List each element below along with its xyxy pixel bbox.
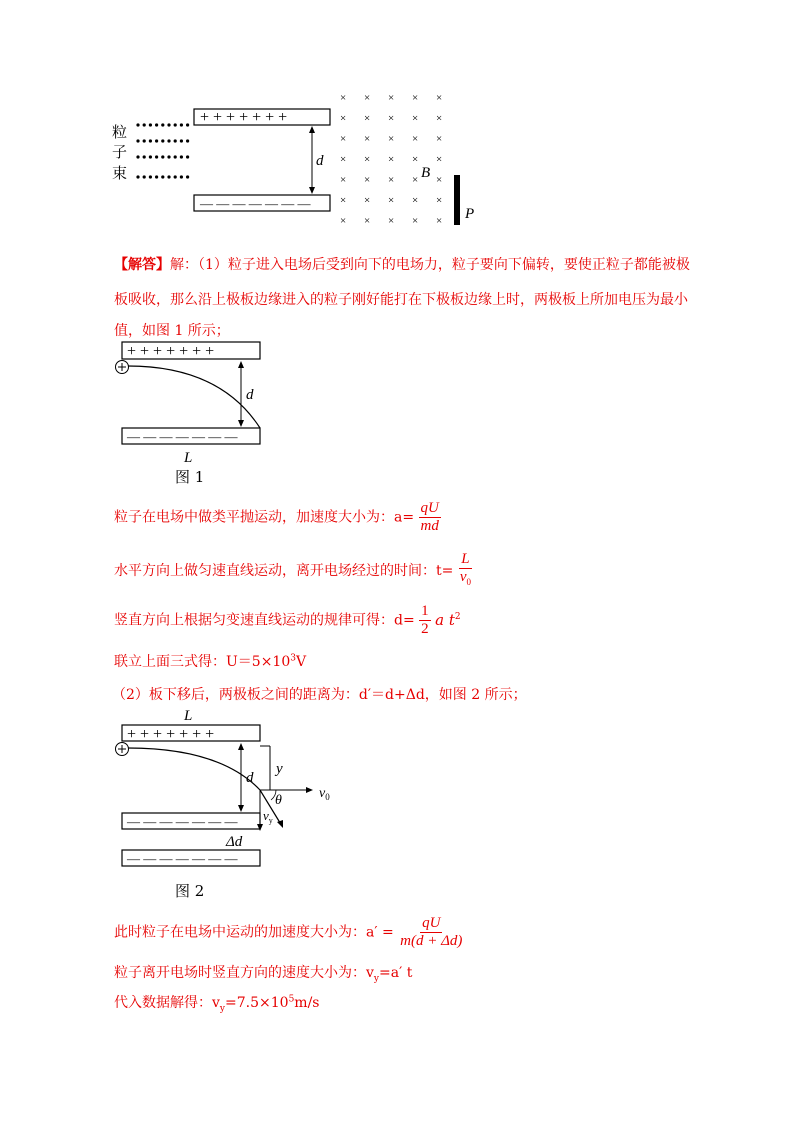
field-cross: × bbox=[412, 215, 419, 227]
beam-dot bbox=[167, 155, 170, 158]
beam-dot bbox=[167, 123, 170, 126]
field-cross: × bbox=[436, 174, 443, 186]
beam-label-3: 束 bbox=[112, 166, 128, 182]
beam-dot bbox=[155, 139, 158, 142]
answer-line-3: 值，如图 1 所示； bbox=[114, 323, 230, 339]
eq4-line bbox=[114, 651, 306, 671]
field-cross: × bbox=[340, 194, 347, 207]
field-cross: × bbox=[364, 133, 371, 145]
field-cross: × bbox=[340, 133, 347, 145]
eq5-fraction bbox=[398, 915, 464, 950]
eq4-unit: V bbox=[296, 654, 307, 670]
beam-dot bbox=[155, 175, 158, 178]
fig2-y-label: y bbox=[276, 761, 283, 777]
eq6-text: 粒子离开电场时竖直方向的速度大小为：v bbox=[114, 965, 374, 981]
beam-label-1: 粒 bbox=[112, 125, 128, 141]
eq5-line bbox=[114, 915, 464, 950]
answer-tag: 【解答】 bbox=[114, 257, 170, 273]
field-cross: × bbox=[364, 112, 371, 125]
p-label: P bbox=[465, 206, 475, 222]
eq2-line bbox=[114, 551, 473, 591]
figure-2 bbox=[110, 704, 340, 876]
figure2-caption: 图 2 bbox=[175, 882, 205, 900]
field-cross: × bbox=[340, 215, 347, 227]
field-cross: × bbox=[388, 194, 395, 207]
eq1-num: qU bbox=[420, 500, 439, 516]
eq7-line bbox=[114, 992, 319, 1014]
eq2-fraction bbox=[458, 551, 473, 591]
beam-dot bbox=[186, 123, 189, 126]
field-cross: × bbox=[436, 92, 443, 104]
d-label: d bbox=[316, 153, 324, 169]
beam-dot bbox=[143, 123, 146, 126]
screen-p bbox=[454, 175, 460, 225]
top-figure bbox=[100, 85, 500, 230]
field-cross: × bbox=[412, 153, 419, 166]
fig2-vy-label: $v_y$ bbox=[263, 808, 273, 825]
eq7-unit: m/s bbox=[294, 995, 320, 1011]
eq3-tail: a $t^2$ bbox=[435, 610, 461, 629]
beam-dot bbox=[155, 155, 158, 158]
b-label: B bbox=[421, 165, 431, 181]
eq1-den: md bbox=[420, 518, 439, 534]
particle-beam bbox=[136, 123, 189, 178]
eq4-text: 联立上面三式得：U＝5×10 bbox=[114, 654, 291, 670]
field-cross: × bbox=[388, 112, 395, 125]
beam-dot bbox=[161, 123, 164, 126]
fig2-mid-signs: — — — — — — — bbox=[127, 814, 238, 829]
field-cross: × bbox=[388, 92, 395, 104]
eq5-prefix: 此时粒子在电场中运动的加速度大小为：a′ = bbox=[114, 924, 394, 941]
eq7-sub: y bbox=[219, 1003, 226, 1014]
field-cross: × bbox=[364, 215, 371, 227]
fig2-bottom-signs: — — — — — — — bbox=[127, 851, 238, 866]
beam-label-2: 子 bbox=[112, 145, 128, 161]
field-cross: × bbox=[388, 153, 395, 166]
beam-dot bbox=[180, 175, 183, 178]
field-cross: × bbox=[388, 215, 395, 227]
field-cross: × bbox=[340, 112, 347, 125]
fig2-dd-label: Δd bbox=[226, 834, 243, 850]
beam-dot bbox=[167, 175, 170, 178]
magnetic-field-crosses bbox=[340, 92, 442, 227]
beam-dot bbox=[143, 155, 146, 158]
eq6-rest: =a′ t bbox=[379, 965, 413, 981]
beam-dot bbox=[161, 175, 164, 178]
answer-line-1 bbox=[114, 254, 690, 274]
beam-dot bbox=[136, 123, 139, 126]
eq3-num: 1 bbox=[421, 603, 429, 619]
bottom-plate-signs: — — — — — — — bbox=[200, 196, 311, 211]
fig2-d-label: d bbox=[246, 770, 254, 786]
part2-line: （2）板下移后，两极板之间的距离为：d′＝d+Δd，如图 2 所示； bbox=[112, 687, 527, 703]
eq1-prefix: 粒子在电场中做类平抛运动，加速度大小为：a= bbox=[114, 509, 415, 526]
eq2-den: $v_0$ bbox=[459, 569, 471, 587]
fig2-theta-label: θ bbox=[275, 793, 282, 808]
beam-dot bbox=[174, 123, 177, 126]
field-cross: × bbox=[364, 153, 371, 166]
field-cross: × bbox=[364, 92, 371, 104]
eq1-line bbox=[114, 500, 441, 535]
field-cross: × bbox=[388, 133, 395, 145]
field-cross: × bbox=[412, 133, 419, 145]
fig1-l-label: L bbox=[184, 450, 193, 466]
field-cross: × bbox=[436, 112, 443, 125]
eq6-sub: y bbox=[373, 973, 380, 984]
field-cross: × bbox=[436, 194, 443, 207]
beam-dot bbox=[174, 139, 177, 142]
eq1-fraction bbox=[419, 500, 441, 535]
beam-dot bbox=[186, 155, 189, 158]
eq7-text: 代入数据解得：v bbox=[114, 995, 220, 1011]
beam-dot bbox=[143, 139, 146, 142]
eq3-fraction bbox=[419, 603, 431, 638]
field-cross: × bbox=[412, 112, 419, 125]
beam-dot bbox=[180, 155, 183, 158]
beam-dot bbox=[136, 175, 139, 178]
fig1-top-signs: + + + + + + + bbox=[127, 343, 215, 360]
fig1-bottom-signs: — — — — — — — bbox=[127, 429, 238, 444]
beam-dot bbox=[143, 175, 146, 178]
field-cross: × bbox=[388, 174, 395, 186]
beam-dot bbox=[149, 139, 152, 142]
beam-dot bbox=[167, 139, 170, 142]
field-cross: × bbox=[364, 174, 371, 186]
beam-dot bbox=[180, 139, 183, 142]
fig2-top-signs: + + + + + + + bbox=[127, 726, 215, 743]
field-cross: × bbox=[412, 92, 419, 104]
figure-1 bbox=[110, 338, 280, 468]
beam-dot bbox=[186, 139, 189, 142]
eq7-rest: =7.5×10 bbox=[225, 995, 289, 1011]
eq4-sup: 3 bbox=[290, 653, 296, 664]
eq2-prefix: 水平方向上做匀速直线运动，离开电场经过的时间：t= bbox=[114, 563, 454, 579]
beam-dot bbox=[136, 139, 139, 142]
beam-dot bbox=[136, 155, 139, 158]
beam-dot bbox=[174, 175, 177, 178]
field-cross: × bbox=[364, 194, 371, 207]
eq7-sup: 5 bbox=[288, 994, 295, 1005]
eq6-line bbox=[114, 962, 412, 984]
fig1-trajectory bbox=[128, 366, 260, 428]
answer-text-1: 解：（1）粒子进入电场后受到向下的电场力，粒子要向下偏转，要使正粒子都能被极 bbox=[170, 257, 690, 273]
figure1-caption: 图 1 bbox=[175, 468, 205, 486]
field-cross: × bbox=[436, 153, 443, 166]
top-plate-signs: + + + + + + + bbox=[200, 109, 288, 126]
eq5-den: m(d + Δd) bbox=[400, 933, 463, 949]
beam-dot bbox=[155, 123, 158, 126]
beam-dot bbox=[149, 175, 152, 178]
field-cross: × bbox=[340, 92, 347, 104]
answer-line-2: 板吸收，那么沿上极板边缘进入的粒子刚好能打在下极板边缘上时，两极板上所加电压为最小 bbox=[114, 292, 688, 308]
beam-dot bbox=[149, 123, 152, 126]
eq5-num: qU bbox=[422, 915, 441, 931]
fig2-l-label: L bbox=[184, 708, 193, 724]
beam-dot bbox=[180, 123, 183, 126]
field-cross: × bbox=[340, 174, 347, 186]
beam-dot bbox=[186, 175, 189, 178]
field-cross: × bbox=[412, 194, 419, 207]
fig2-v0-label: $v_0$ bbox=[319, 786, 330, 802]
beam-dot bbox=[149, 155, 152, 158]
field-cross: × bbox=[340, 153, 347, 166]
field-cross: × bbox=[436, 215, 443, 227]
beam-dot bbox=[161, 155, 164, 158]
beam-dot bbox=[174, 155, 177, 158]
field-cross: × bbox=[412, 174, 419, 186]
eq3-line bbox=[114, 603, 461, 638]
field-cross: × bbox=[436, 133, 443, 145]
beam-dot bbox=[161, 139, 164, 142]
fig1-d-label: d bbox=[246, 387, 254, 403]
eq3-den: 2 bbox=[421, 621, 429, 637]
eq3-prefix: 竖直方向上根据匀变速直线运动的规律可得：d= bbox=[114, 612, 415, 629]
eq2-num: L bbox=[461, 551, 470, 567]
